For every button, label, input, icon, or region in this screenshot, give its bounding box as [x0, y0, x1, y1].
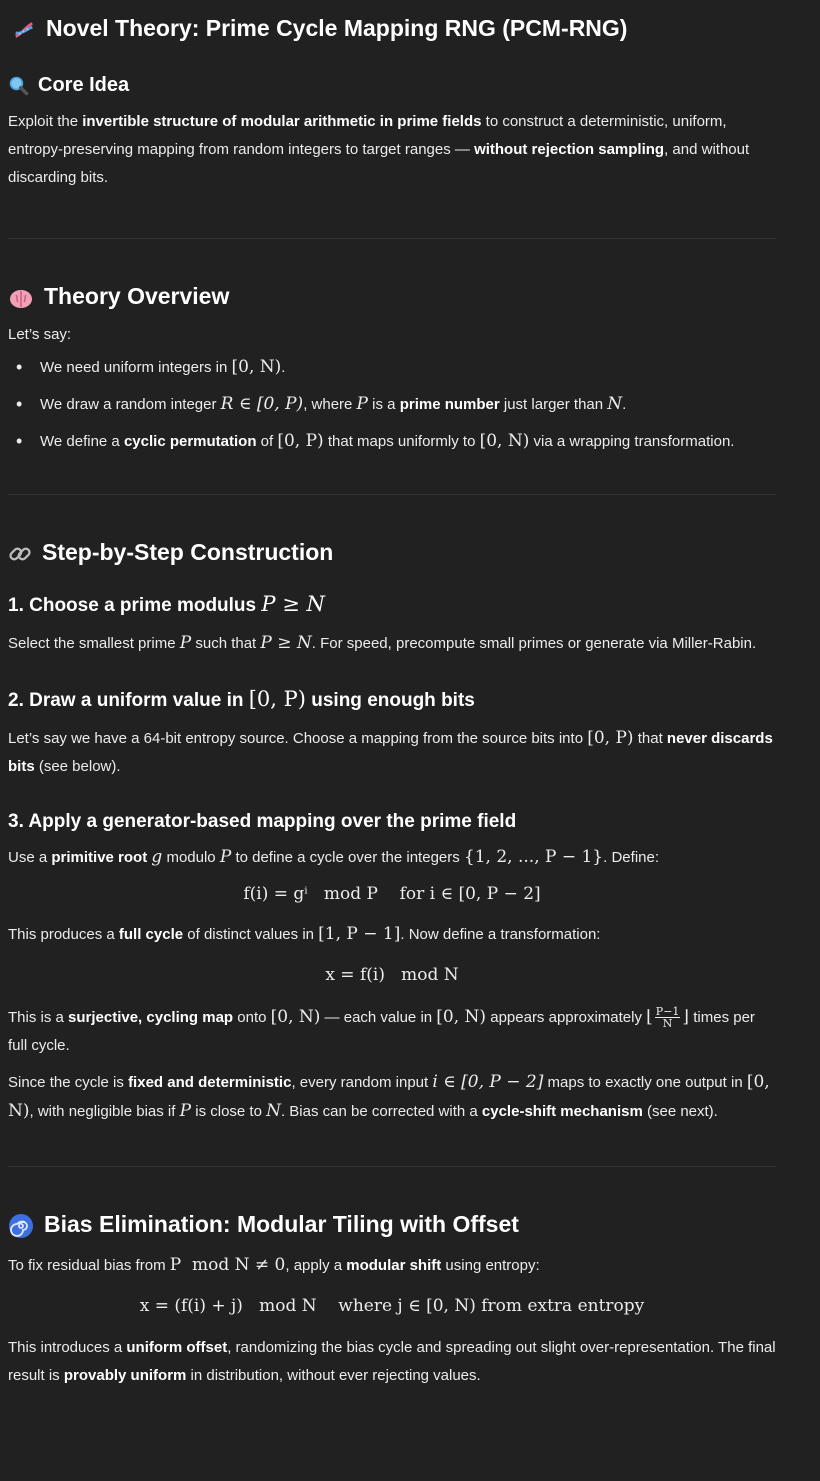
- core-idea-paragraph: Exploit the invertible structure of modular arithmetic in prime fields to construct a deterministic, uniform, entropy-preserving mapping from random integers to target ranges — without rejection sampling, and without discarding bits.: [8, 113, 750, 186]
- step-3-map-paragraph: This is a surjective, cycling map onto [0, N) — each value in [0, N) appears approximately ⌊ $\frac{P-1}{N}$ ⌋ times per full cycle.: [8, 1005, 755, 1054]
- theory-overview-heading: [8, 279, 776, 313]
- bias-intro: To fix residual bias from P mod N ≠ 0, apply a modular shift using entropy:: [8, 1255, 540, 1275]
- floor-fraction: ⌊ $\frac{P-1}{N}$ ⌋: [646, 1005, 690, 1030]
- bias-heading-text: Bias Elimination: Modular Tiling with Offset: [44, 1211, 519, 1237]
- list-item: • We need uniform integers in [0, N).: [40, 349, 776, 386]
- theory-overview-heading-text: Theory Overview: [44, 283, 230, 309]
- step-3-deterministic-paragraph: Since the cycle is fixed and deterministic, every random input i ∈ [0, P − 2] maps to exactly one output in [0, N), with negligible bias if P is close to N. Bias can be corrected with a cycle-shift mechanism (see next).: [8, 1072, 770, 1121]
- link-icon: [8, 542, 32, 566]
- step-3-cycle-paragraph: This produces a full cycle of distinct values in [1, P − 1]. Now define a transformation:: [8, 924, 601, 944]
- overview-intro: Let’s say:: [8, 326, 72, 343]
- page-title-text: Novel Theory: Prime Cycle Mapping RNG (PCM-RNG): [46, 15, 628, 41]
- bias-heading: [8, 1207, 776, 1241]
- equation-x: x = f(i) mod N: [325, 965, 459, 985]
- magnifier-icon: [8, 75, 30, 97]
- step-1-heading: 1. Choose a prime modulus P ≥ N: [8, 592, 325, 616]
- swirl-icon: [8, 1213, 34, 1239]
- construction-heading: [8, 535, 776, 569]
- list-item: • We draw a random integer R ∈ [0, P), where P is a prime number just larger than N.: [40, 386, 776, 423]
- core-idea-heading-text: Core Idea: [38, 74, 130, 96]
- list-item: • We define a cyclic permutation of [0, P) that maps uniformly to [0, N) via a wrapping transformation.: [40, 423, 776, 460]
- step-3-paragraph: Use a primitive root g modulo P to define a cycle over the integers {1, 2, ..., P − 1}. Define:: [8, 847, 660, 867]
- bias-paragraph: This introduces a uniform offset, randomizing the bias cycle and spreading out slight over-representation. The final result is provably uniform in distribution, without ever rejecting values.: [8, 1339, 776, 1384]
- step-1-paragraph: Select the smallest prime P such that P ≥ N. For speed, precompute small primes or generate via Miller-Rabin.: [8, 633, 757, 653]
- step-2-heading: 2. Draw a uniform value in [0, P) using enough bits: [8, 687, 475, 711]
- brain-icon: [8, 285, 34, 311]
- equation-offset: x = (f(i) + j) mod N where j ∈ [0, N) from extra entropy: [139, 1296, 645, 1316]
- overview-list: [8, 349, 776, 460]
- step-3-heading: 3. Apply a generator-based mapping over the prime field: [8, 811, 517, 832]
- equation-f: f(i) = gⁱ mod P for i ∈ [0, P − 2]: [243, 884, 541, 904]
- step-2-paragraph: Let’s say we have a 64-bit entropy source. Choose a mapping from the source bits into [0, P) that never discards bits (see below).: [8, 728, 773, 775]
- core-idea-heading: [8, 70, 776, 100]
- construction-heading-text: Step-by-Step Construction: [42, 539, 334, 565]
- page-title: [8, 0, 776, 44]
- dna-icon: [12, 18, 36, 42]
